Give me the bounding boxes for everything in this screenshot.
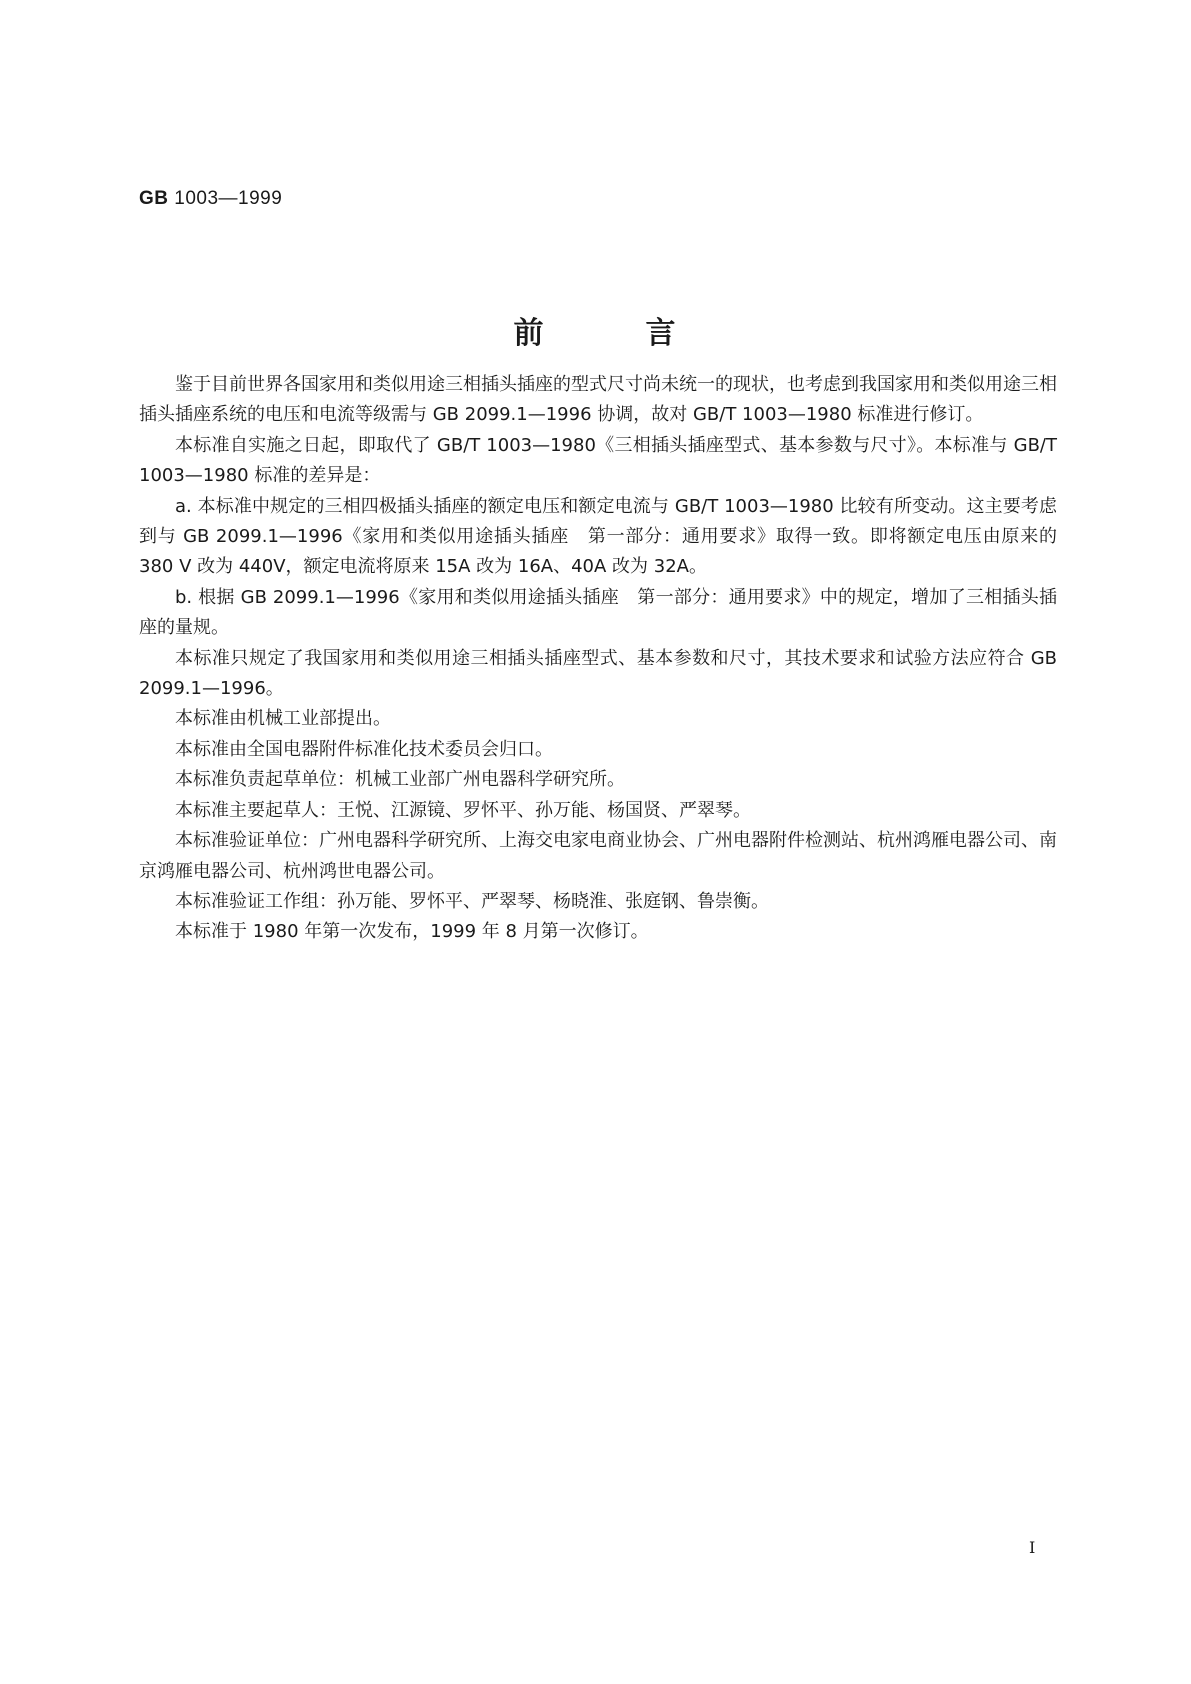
paragraph: 本标准只规定了我国家用和类似用途三相插头插座型式、基本参数和尺寸，其技术要求和试验方法应符合 GB 2099.1—1996。 <box>139 647 1057 700</box>
paragraph: 本标准由全国电器附件标准化技术委员会归口。 <box>175 738 553 760</box>
standard-code: 1003—1999 <box>174 188 283 209</box>
paragraph: a. 本标准中规定的三相四极插头插座的额定电压和额定电流与 GB/T 1003—1980 比较有所变动。这主要考虑到与 GB 2099.1—1996《家用和类似用途插头插座 第一部分：通用要求》取得一致。即将额定电压由原来的 380 V 改为 440V，额定电流将原来 15A 改为 16A、40A 改为 32A。 <box>139 495 1057 578</box>
paragraph: 本标准于 1980 年第一次发布，1999 年 8 月第一次修订。 <box>175 921 649 943</box>
paragraph: 本标准主要起草人：王悦、江源镜、罗怀平、孙万能、杨国贤、严翠琴。 <box>175 799 751 821</box>
page-title <box>0 308 1191 352</box>
foreword-body <box>139 370 1057 948</box>
paragraph: b. 根据 GB 2099.1—1996《家用和类似用途插头插座 第一部分：通用要求》中的规定，增加了三相插头插座的量规。 <box>139 586 1057 639</box>
title-char-1: 前 <box>513 316 546 351</box>
standard-prefix: GB <box>139 188 169 209</box>
paragraph: 本标准负责起草单位：机械工业部广州电器科学研究所。 <box>175 769 625 791</box>
paragraph: 本标准由机械工业部提出。 <box>175 708 391 730</box>
standard-number-header <box>139 188 282 210</box>
paragraph: 鉴于目前世界各国家用和类似用途三相插头插座的型式尺寸尚未统一的现状，也考虑到我国家用和类似用途三相插头插座系统的电压和电流等级需与 GB 2099.1—1996 协调，故对 GB/T 1003—1980 标准进行修订。 <box>139 374 1057 426</box>
paragraph: 本标准验证单位：广州电器科学研究所、上海交电家电商业协会、广州电器附件检测站、杭州鸿雁电器公司、南京鸿雁电器公司、杭州鸿世电器公司。 <box>139 830 1057 882</box>
paragraph: 本标准验证工作组：孙万能、罗怀平、严翠琴、杨晓淮、张庭钢、鲁崇衡。 <box>175 890 769 912</box>
paragraph: 本标准自实施之日起，即取代了 GB/T 1003—1980《三相插头插座型式、基本参数与尺寸》。本标准与 GB/T 1003—1980 标准的差异是： <box>139 434 1057 487</box>
title-char-2: 言 <box>645 316 678 351</box>
page-number: I <box>1029 1538 1036 1557</box>
